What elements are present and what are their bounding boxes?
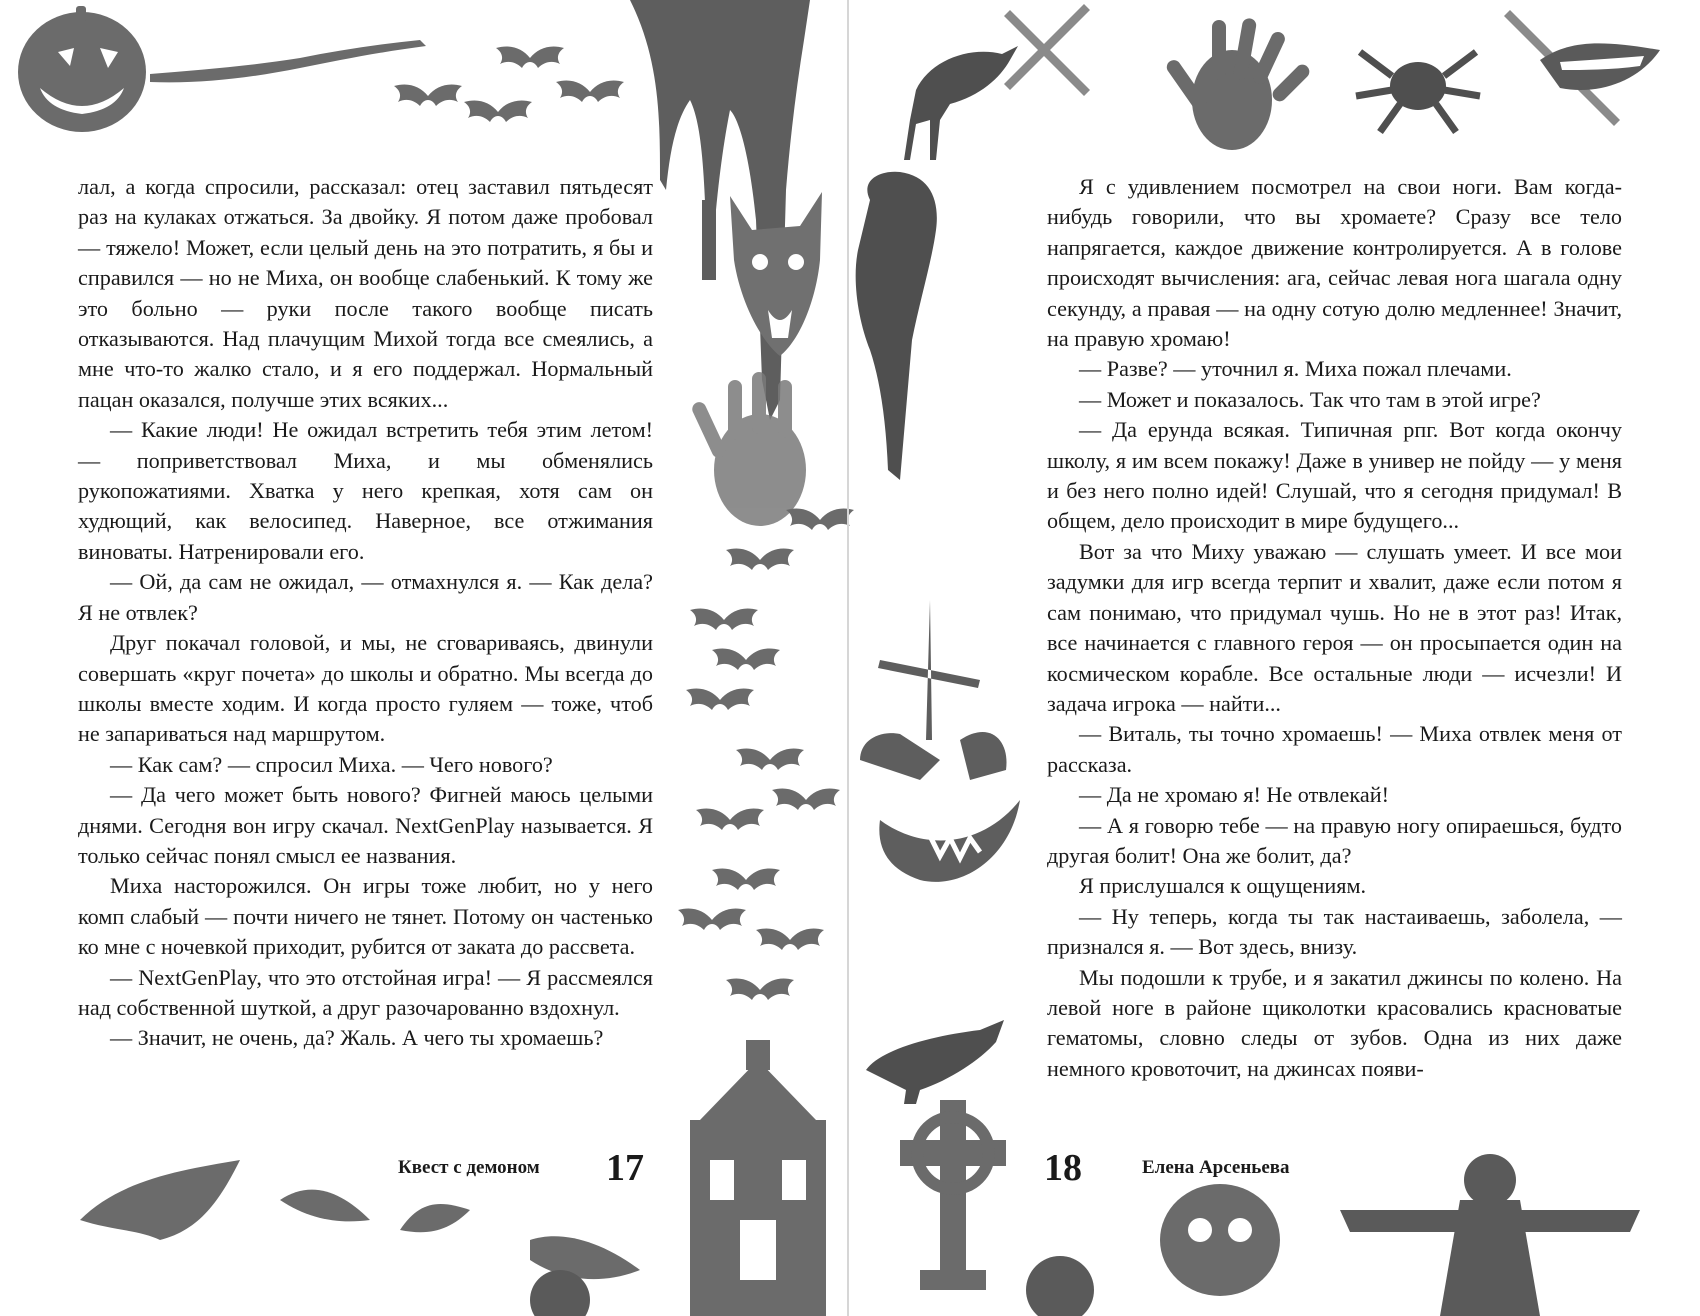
paragraph: — Ну теперь, когда ты так настаиваешь, заболела, — признался я. — Вот здесь, внизу. <box>1047 903 1622 960</box>
crow-icon <box>866 1020 1004 1104</box>
bat-icon <box>80 1160 640 1279</box>
right-page-text <box>1047 172 1622 1084</box>
skull-icon <box>1160 1184 1280 1296</box>
running-title-left: Квест с демоном <box>398 1157 540 1178</box>
paragraph: — Какие люди! Не ожидал встретить тебя этим летом! — поприветствовал Миха, и мы обменялись рукопожатиями. Хватка у него крепкая, хотя сам он худющий, как велосипед. Наверное, все отжимания виноваты. Натренировали его. <box>78 417 653 564</box>
paragraph: — Да ерунда всякая. Типичная рпг. Вот когда окончу школу, я им всем покажу! Даже в универ не пойду — у меня и без него полно идей! Слушай, что я сегодня придумал! В общем, дело происходит в мире будущего... <box>1047 417 1622 534</box>
left-page-text <box>78 172 653 1054</box>
paragraph: Мы подошли к трубе, и я закатил джинсы по колено. На левой ноге в районе щиколотки красовались красноватые гематомы, словно следы от зубов. Одна из них даже немного кровоточит, на джинсах появи- <box>1047 964 1622 1081</box>
running-title-right: Елена Арсеньева <box>1142 1157 1290 1178</box>
spider-icon <box>1356 52 1480 132</box>
crow-icon <box>904 46 1018 160</box>
paragraph: Я прислушался к ощущениям. <box>1079 873 1367 899</box>
paragraph: Друг покачал головой, и мы, не сговариваясь, двинули совершать «круг почета» до школы и обратно. Мы всегда до школы вместе ходим. И когда просто гуляем — тоже, чтоб не запариваться над маршрутом. <box>78 630 653 747</box>
page-number-right: 18 <box>1044 1147 1082 1189</box>
paragraph: лал, а когда спросили, рассказал: отец заставил пятьдесят раз на кулаках отжаться. За двойку. Я потом даже пробовал — тяжело! Может, если целый день на это потратить, я бы и справился — но не Миха, он вообще слабенький. К тому же это больно — руки после такого вообще писать отказываются. Над плачущим Михой тогда все смеялись, а мне что-то жалко стало, и я его поддержал. Нормальный пацан оказался, получше этих всяких... <box>78 174 653 412</box>
paragraph: — А я говорю тебе — на правую ногу опираешься, будто другая болит! Она же болит, да? <box>1047 812 1622 868</box>
paragraph: Вот за что Миху уважаю — слушать умеет. И все мои задумки для игр всегда терпит и хвалит, даже если потом я сам понимаю, что придумал чушь. Но не в этот раз! Итак, все начинается с главного героя — он просыпается один на космическом корабле. Все остальные люди — исчезли! И задача игрока — найти... <box>1047 538 1622 716</box>
paragraph: — Разве? — уточнил я. Миха пожал плечами. <box>1079 356 1512 382</box>
handprint-icon <box>690 372 806 526</box>
celtic-cross-icon <box>900 1100 1006 1290</box>
clown-face-icon <box>860 600 1020 882</box>
paragraph: Я с удивлением посмотрел на свои ноги. Вам когда-нибудь говорили, что вы хромаете? Сразу все тело напрягается, каждое движение контролируется. А в голове происходят вычисления: ага, сейчас левая нога шагала одну секунду, а правая — на одну сотую долю медленнее! Значит, на правую хромаю! <box>1047 174 1622 352</box>
paragraph: — Да не хромаю я! Не отвлекай! <box>1079 782 1389 808</box>
paragraph: — Может и показалось. Так что там в этой игре? <box>1079 386 1541 412</box>
paragraph: — Значит, не очень, да? Жаль. А чего ты хромаешь? <box>110 1025 604 1051</box>
church-icon <box>690 1040 826 1316</box>
scarecrow-icon <box>1340 1154 1640 1316</box>
ink-drip-icon <box>150 40 426 82</box>
page-number-left: 17 <box>606 1147 644 1189</box>
ink-drip-icon <box>630 0 810 420</box>
bat-icon <box>678 508 854 1000</box>
lips-icon <box>1540 43 1660 90</box>
paragraph: — NextGenPlay, что это отстойная игра! — Я рассмеялся над собственной шуткой, а друг разочарованно вздохнул. <box>78 964 653 1020</box>
hand-icon <box>1164 17 1312 150</box>
page-gutter <box>847 0 849 1316</box>
ink-drip-icon <box>856 172 937 480</box>
paragraph: Миха насторожился. Он игры тоже любит, но у него комп слабый — почти ничего не тянет. Потому он частенько ко мне с ночевкой приходит, рубится от заката до рассвета. <box>78 873 653 960</box>
paragraph: — Да чего может быть нового? Фигней маюсь целыми днями. Сегодня вон игру скачал. NextGenPlay называется. Я только сейчас понял смысл ее названия. <box>78 782 653 868</box>
paragraph: — Как сам? — спросил Миха. — Чего нового? <box>110 751 553 777</box>
jack-o-lantern-icon <box>18 6 146 132</box>
paragraph: — Виталь, ты точно хромаешь! — Миха отвлек меня от рассказа. <box>1047 721 1622 777</box>
bat-icon <box>496 46 564 68</box>
paragraph: — Ой, да сам не ожидал, — отмахнулся я. — Как дела? Я не отвлек? <box>78 569 653 625</box>
